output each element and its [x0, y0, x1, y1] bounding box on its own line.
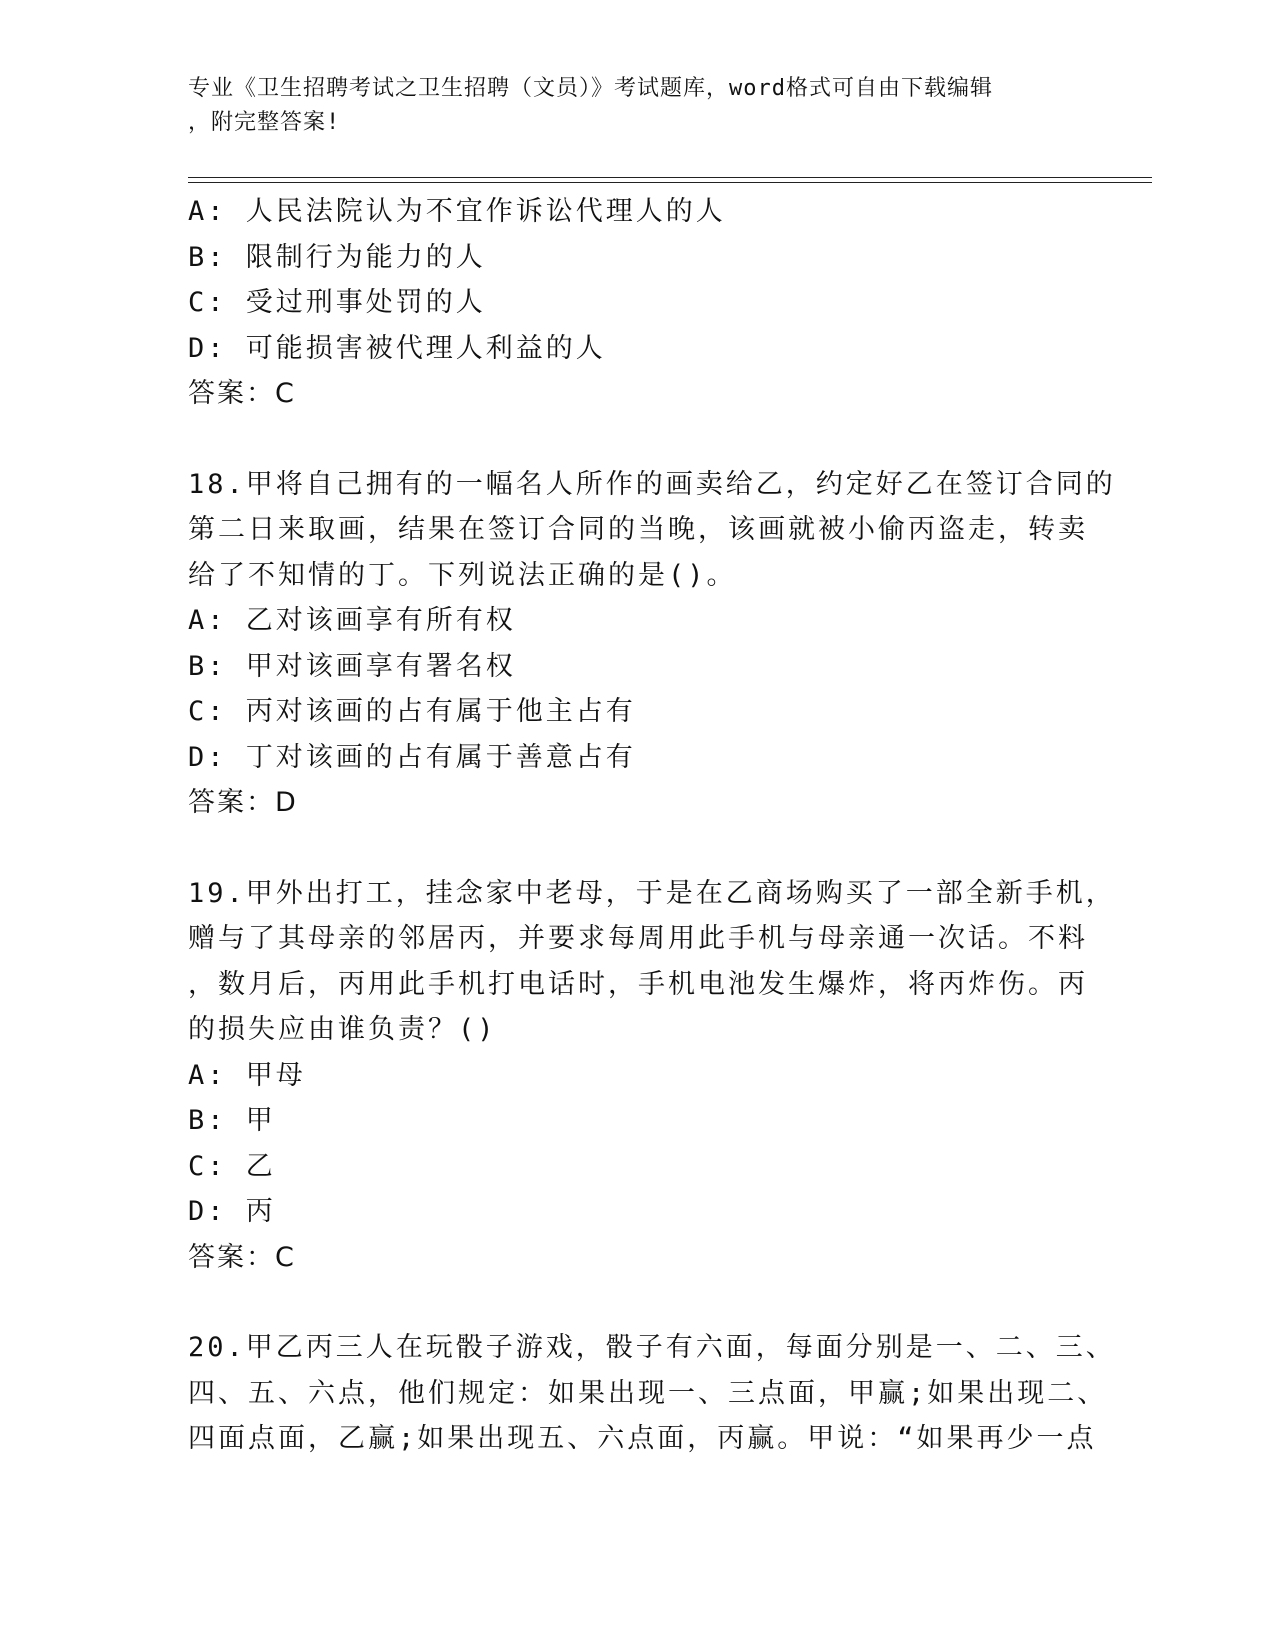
question-17 [188, 189, 1088, 417]
option-d: D: 丁对该画的占有属于善意占有 [188, 741, 636, 773]
option-b: B: 限制行为能力的人 [188, 241, 486, 273]
question-stem-line: 18.甲将自己拥有的一幅名人所作的画卖给乙，约定好乙在签订合同的 [188, 468, 1116, 500]
question-18 [188, 462, 1116, 826]
header-title-continuation: ，附完整答案! [188, 110, 341, 135]
question-stem-line: 赠与了其母亲的邻居丙，并要求每周用此手机与母亲通一次话。不料 [188, 923, 1088, 954]
header-title-line: 专业《卫生招聘考试之卫生招聘（文员）》考试题库，word格式可自由下载编辑 [188, 76, 993, 101]
header-rule-bottom [188, 182, 1152, 183]
option-a: A: 人民法院认为不宜作诉讼代理人的人 [188, 196, 726, 227]
answer-line: 答案：C [188, 378, 296, 409]
option-b: B: 甲 [188, 1105, 276, 1136]
answer-line: 答案：D [188, 787, 298, 818]
document-body [188, 189, 1116, 1462]
option-c: C: 丙对该画的占有属于他主占有 [188, 696, 636, 727]
question-19 [188, 871, 1116, 1281]
question-20 [188, 1325, 1116, 1462]
question-stem-line: 20.甲乙丙三人在玩骰子游戏，骰子有六面，每面分别是一、二、三、 [188, 1332, 1116, 1363]
question-stem-line: 的损失应由谁负责？() [188, 1014, 497, 1045]
question-stem-line: 四面点面，乙赢;如果出现五、六点面，丙赢。甲说：“如果再少一点 [188, 1423, 1097, 1454]
option-b: B: 甲对该画享有署名权 [188, 650, 516, 682]
option-c: C: 受过刑事处罚的人 [188, 287, 486, 318]
option-d: D: 可能损害被代理人利益的人 [188, 332, 606, 364]
option-a: A: 甲母 [188, 1059, 306, 1091]
question-stem-line: 19.甲外出打工，挂念家中老母，于是在乙商场购买了一部全新手机， [188, 877, 1116, 909]
question-stem-line: 第二日来取画，结果在签订合同的当晚，该画就被小偷丙盗走，转卖 [188, 514, 1088, 545]
option-d: D: 丙 [188, 1196, 276, 1227]
document-header [188, 72, 1068, 140]
option-a: A: 乙对该画享有所有权 [188, 605, 516, 636]
question-stem-line: 四、五、六点，他们规定：如果出现一、三点面，甲赢;如果出现二、 [188, 1377, 1108, 1409]
question-stem-line: 给了不知情的丁。下列说法正确的是()。 [188, 559, 737, 591]
question-stem-line: ，数月后，丙用此手机打电话时，手机电池发生爆炸，将丙炸伤。丙 [188, 968, 1088, 1000]
header-rule-top [188, 177, 1152, 178]
answer-line: 答案：C [188, 1241, 296, 1273]
option-c: C: 乙 [188, 1150, 276, 1182]
